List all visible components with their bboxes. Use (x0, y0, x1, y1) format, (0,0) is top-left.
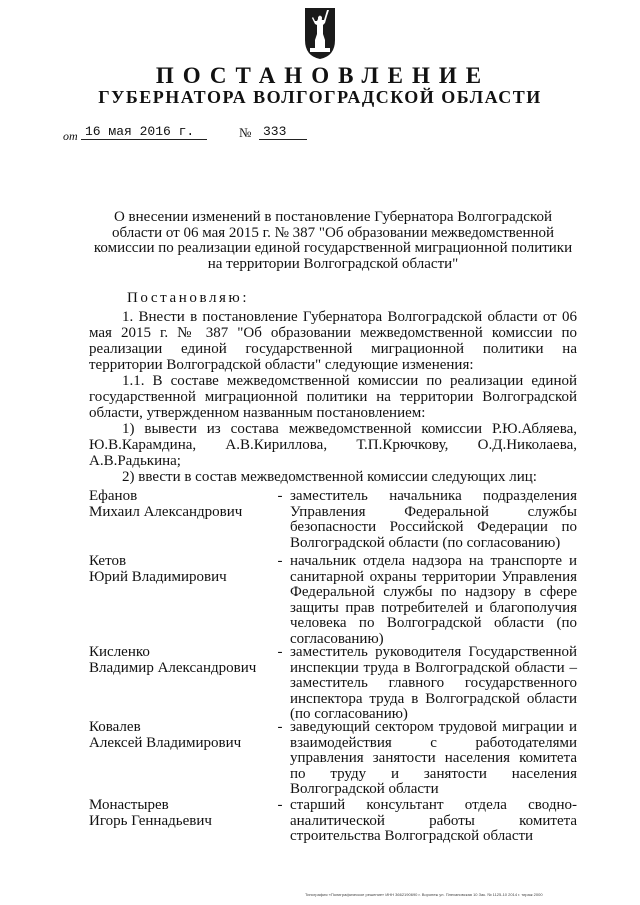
member-surname: Кетов (89, 553, 127, 569)
member-name (89, 720, 269, 751)
member-dash: - (277, 553, 283, 569)
postanovlyayu-heading: Постановляю: (127, 290, 250, 306)
document-date: 16 мая 2016 г. (81, 124, 207, 140)
member-given-names: Владимир Александрович (89, 659, 257, 676)
volgograd-emblem-icon (303, 6, 337, 60)
member-given-names: Михаил Александрович (89, 503, 243, 520)
member-dash: - (277, 797, 283, 813)
number-sign: № (239, 125, 252, 140)
date-number-row (63, 124, 323, 144)
member-dash: - (277, 644, 283, 660)
member-dash: - (277, 719, 283, 735)
paragraph-1: 1. Внести в постановление Губернатора Волгоградской области от 06 мая 2015 г. № 387 "Об образовании межведомственной комиссии по реализации единой государственной миграционной политики на территории Волгоградской области" следующие изменения: (89, 309, 577, 373)
paragraph-remove-members: 1) вывести из состава межведомственной комиссии Р.Ю.Абляева, Ю.В.Карамдина, А.В.Кириллова, Т.П.Крючкову, О.Д.Николаева, А.В.Радькина; (89, 421, 577, 469)
member-dash: - (277, 488, 283, 504)
member-name (89, 554, 269, 585)
member-given-names: Игорь Геннадьевич (89, 812, 212, 829)
member-surname: Ефанов (89, 488, 138, 504)
document-title: ПОСТАНОВЛЕНИЕ (155, 63, 491, 88)
member-name (89, 798, 269, 829)
document-issuer: ГУБЕРНАТОРА ВОЛГОГРАДСКОЙ ОБЛАСТИ (98, 87, 542, 107)
member-surname: Кисленко (89, 644, 150, 660)
member-position: заведующий сектором трудовой миграции и взаимодействия с работодателями управления занятости населения комитета по труду и занятости населения Волгоградской области (290, 719, 577, 797)
member-surname: Ковалев (89, 719, 141, 735)
member-position: начальник отдела надзора на транспорте и санитарной охраны территории Управления Федеральной службы по надзору в сфере защиты прав потребителей и благополучия человека по Волгоградской области (по согласованию) (290, 553, 577, 647)
document-number: 333 (259, 124, 307, 140)
member-position: старший консультант отдела сводно-аналитической работы комитета строительства Волгоградской области (290, 797, 577, 844)
member-name (89, 645, 269, 676)
member-position: заместитель начальника подразделения Управления Федеральной службы безопасности Российской Федерации по Волгоградской области (по согласованию) (290, 488, 577, 551)
member-given-names: Алексей Владимирович (89, 734, 242, 751)
date-prefix-label: от (63, 129, 78, 143)
printer-footer: Типография «Полиграфическое решение» ИНН 3662190690 г. Воронеж ул. Плехановская 10 Зак. № 1125-10 2014 г. тираж 2000 (305, 892, 543, 897)
document-body (89, 290, 577, 485)
member-name (89, 489, 269, 520)
paragraph-1-1: 1.1. В составе межведомственной комиссии по реализации единой государственной миграционной политики на территории Волгоградской области, утвержденном названным постановлением: (89, 373, 577, 421)
member-given-names: Юрий Владимирович (89, 568, 227, 585)
paragraph-add-members: 2) ввести в состав межведомственной комиссии следующих лиц: (122, 469, 537, 485)
member-surname: Монастырев (89, 797, 169, 813)
document-subject: О внесении изменений в постановление Губернатора Волгоградской области от 06 мая 2015 г. № 387 "Об образовании межведомственной комиссии по реализации единой государственной миграционной политики на территории Волгоградской области" (93, 209, 573, 272)
member-position: заместитель руководителя Государственной инспекции труда в Волгоградской области – заместитель главного государственного инспектора труда в Волгоградской области (по согласованию) (290, 644, 577, 722)
